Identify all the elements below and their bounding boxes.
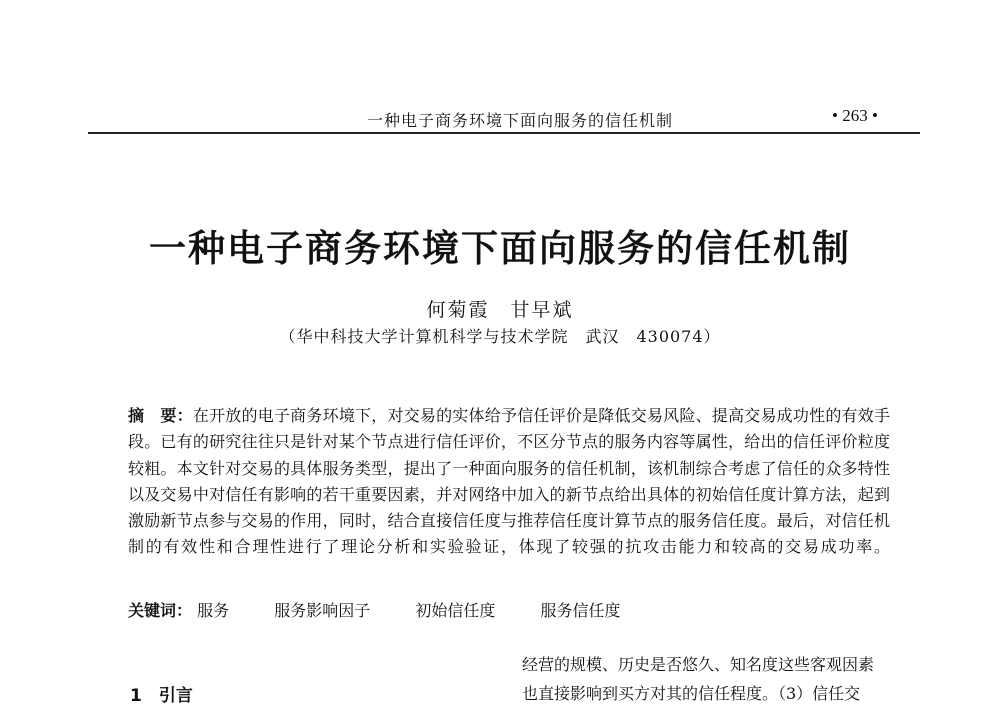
keyword-item: 服务信任度 [540,601,621,620]
keywords-label: 关键词： [128,601,193,620]
body-text-line: 经营的规模、历史是否悠久、知名度这些客观因素 [522,655,875,674]
keyword-item: 初始信任度 [415,601,496,620]
abstract-text: 在开放的电子商务环境下，对交易的实体给予信任评价是降低交易风险、提高交易成功性的有效手段。已有的研究往往只是针对某个节点进行信任评价，不区分节点的服务内容等属性，给出的信任评价粒度较粗。本文针对交易的具体服务类型，提出了一种面向服务的信任机制，该机制综合考虑了信任的众多特性以及交易中对信任有影响的若干重要因素，并对网络中加入的新节点给出具体的初始信任度计算方法，起到激励新节点参与交易的作用，同时，结合直接信任度与推荐信任度计算节点的服务信任度。最后，对信任机制的有效性和合理性进行了理论分析和实验验证，体现了较强的抗攻击能力和较高的交易成功率。 [128,406,890,557]
running-head-title: 一种电子商务环境下面向服务的信任机制 [366,111,673,130]
paper-affiliation: （华中科技大学计算机科学与技术学院 武汉 430074） [279,327,721,346]
section-heading-introduction: 1 引言 [130,686,193,706]
abstract [128,403,890,561]
paper-authors: 何菊霞 甘早斌 [426,299,574,321]
body-text-right-column [522,650,922,708]
keywords [128,598,890,621]
keyword-item: 服务影响因子 [274,601,371,620]
keyword-item: 服务 [197,601,230,620]
abstract-label: 摘 要： [128,406,193,425]
body-text-line: 也直接影响到买方对其的信任程度。（3）信任交 [522,684,861,703]
paper-title: 一种电子商务环境下面向服务的信任机制 [149,227,851,270]
header-rule [88,132,920,134]
page-number: • 263 • [832,106,878,125]
